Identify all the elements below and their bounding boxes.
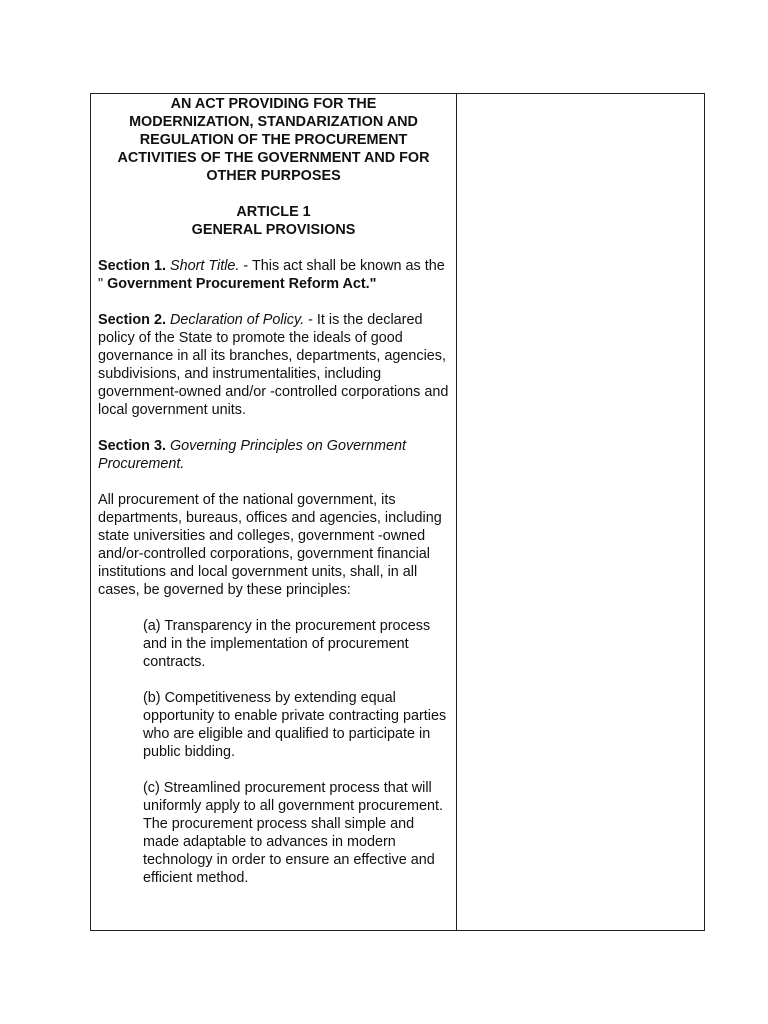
act-title-line: REGULATION OF THE PROCUREMENT	[139, 132, 408, 148]
principle-b: (b) Competitiveness by extending equal opportunity to enable private contracting parties who are eligible and qualified to participate in public bidding.	[143, 690, 447, 760]
section-1-heading: Short Title.	[169, 258, 240, 274]
act-title-line: OTHER PURPOSES	[206, 168, 341, 184]
section-3	[98, 437, 449, 473]
act-title-line: MODERNIZATION, STANDARIZATION AND	[129, 114, 418, 130]
act-title-line: AN ACT PROVIDING FOR THE	[170, 96, 377, 112]
article-number: ARTICLE 1	[236, 204, 311, 220]
right-column-cell	[457, 94, 705, 931]
section-2	[98, 311, 449, 419]
section-1-text: - This act shall be known as the "	[98, 258, 445, 292]
section-2-label: Section 2.	[98, 312, 166, 328]
left-column-cell	[91, 94, 457, 931]
section-3-intro: All procurement of the national government, its departments, bureaus, offices and agencies, including state universities and colleges, government -owned and/or-controlled corporations, government financial institutions and local government units, shall, in all cases, be governed by these principles:	[98, 492, 442, 598]
article-name: GENERAL PROVISIONS	[191, 222, 356, 238]
section-3-label: Section 3.	[98, 438, 166, 454]
section-2-text: - It is the declared policy of the State to promote the ideals of good governance in all its branches, departments, agencies, subdivisions, and instrumentalities, including government-owned and/or -controlled corporations and local government units.	[98, 312, 449, 418]
section-2-heading: Declaration of Policy.	[169, 312, 305, 328]
act-title	[98, 95, 449, 185]
section-1-label: Section 1.	[98, 258, 166, 274]
left-column-content	[91, 94, 456, 887]
principle-a: (a) Transparency in the procurement process and in the implementation of procurement contracts.	[143, 618, 431, 670]
act-title-line: ACTIVITIES OF THE GOVERNMENT AND FOR	[117, 150, 430, 166]
principle-c: (c) Streamlined procurement process that will uniformly apply to all government procurement. The procurement process shall simple and made adaptable to advances in modern technology in order to ensure an effective and efficient method.	[143, 780, 443, 886]
section-1-act-name: Government Procurement Reform Act."	[107, 276, 377, 292]
table-row	[91, 94, 705, 931]
section-3-heading: Governing Principles on Government Procurement.	[98, 438, 406, 472]
section-1	[98, 257, 449, 293]
article-heading	[98, 203, 449, 239]
document-table	[90, 93, 705, 931]
